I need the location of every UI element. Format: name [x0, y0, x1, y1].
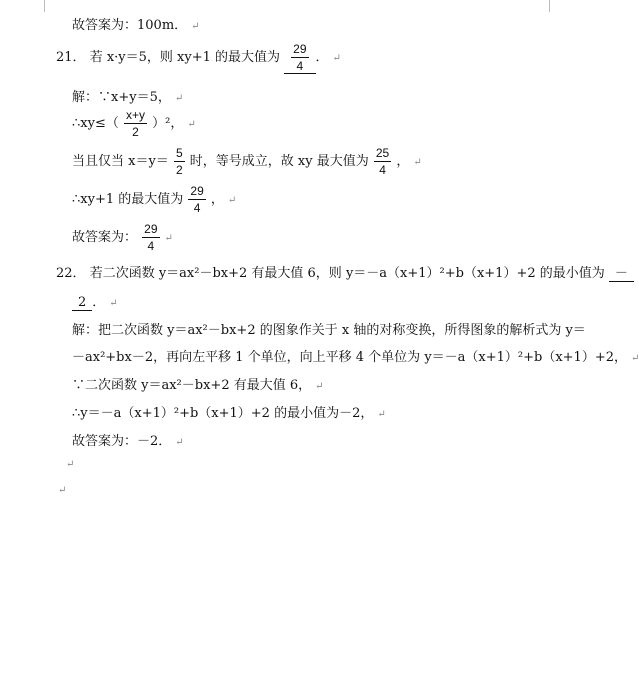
empty-paragraph: [54, 482, 66, 497]
q21-sol-label-text: 解：∵x+y＝5，: [72, 90, 171, 105]
q21-step2-fraction-b: [374, 146, 391, 177]
q21-final-answer: [72, 222, 173, 253]
paragraph-mark-icon: ↵: [413, 157, 422, 168]
q21-answer-fraction: [291, 42, 308, 73]
q20-answer-text: 故答案为：100m．: [72, 18, 188, 33]
fraction-numerator: 29: [293, 42, 307, 56]
q21-step1-pre: ∴xy≤（: [72, 116, 119, 131]
paragraph-mark-icon: ↵: [66, 459, 75, 470]
q20-answer-line: [72, 14, 200, 33]
fraction-denominator: 4: [296, 59, 304, 73]
paragraph-mark-icon: ↵: [191, 21, 200, 32]
q21-step2-pre: 当且仅当 x＝y＝: [72, 154, 169, 169]
q21-step2-end: ，: [396, 154, 410, 169]
q22-answer-blank-bottom: 2: [72, 295, 92, 311]
fraction-denominator: 2: [175, 163, 183, 177]
page-corner-right: [549, 0, 550, 12]
fraction-numerator: x+y: [125, 108, 145, 122]
q21-answer-blank: [284, 42, 315, 74]
q22-final-text: 故答案为：－2．: [72, 434, 172, 449]
q22-stem-continued: [72, 291, 118, 311]
paragraph-mark-icon: ↵: [227, 195, 237, 206]
q22-stem: [56, 262, 634, 282]
fraction-numerator: 5: [175, 146, 183, 160]
q21-step3-fraction: [188, 184, 205, 215]
paragraph-mark-icon: ↵: [315, 381, 324, 392]
empty-paragraph: [62, 456, 74, 471]
q21-step1: [72, 108, 196, 139]
q22-sol1-text: 解：把二次函数 y＝ax²－bx+2 的图象作关于 x 轴的对称变换，所得图象的解析式为 y＝: [72, 323, 586, 338]
q21-stem: [56, 42, 341, 74]
q22-sol4-text: ∴y＝－a（x+1）²+b（x+1）+2 的最小值为－2，: [72, 406, 374, 421]
q21-stem-pre: 若: [89, 50, 103, 65]
q22-solution-line4: [72, 402, 386, 421]
q21-step3-end: ，: [210, 192, 224, 207]
q21-final-fraction: [142, 222, 159, 253]
page-corner-left: [44, 0, 45, 12]
paragraph-mark-icon: ↵: [332, 53, 341, 64]
q21-step3-pre: ∴xy+1 的最大值为: [72, 192, 184, 207]
paragraph-mark-icon: ↵: [175, 437, 184, 448]
q22-solution-line2: [72, 346, 639, 365]
paragraph-mark-icon: ↵: [187, 119, 196, 130]
q22-number: 22．: [56, 266, 86, 281]
q21-step2-mid: 时，等号成立，故 xy 最大值为: [189, 154, 369, 169]
q22-solution-line3: [72, 374, 324, 393]
paragraph-mark-icon: ↵: [164, 233, 173, 244]
q22-sol2-text: －ax²+bx－2，再向左平移 1 个单位，向上平移 4 个单位为 y＝－a（x+1）²+b（x+1）+2，: [72, 350, 627, 365]
q21-step2: [72, 146, 422, 177]
paragraph-mark-icon: ↵: [377, 409, 386, 420]
q22-sol3-text: ∵二次函数 y＝ax²－bx+2 有最大值 6，: [72, 378, 312, 393]
paragraph-mark-icon: ↵: [109, 298, 118, 309]
paragraph-mark-icon: ↵: [174, 93, 184, 104]
fraction-denominator: 4: [193, 201, 201, 215]
q21-stem-end: ．: [315, 50, 329, 65]
q22-final-answer: [72, 430, 184, 449]
fraction-denominator: 2: [132, 125, 139, 139]
q22-solution-line1: [72, 319, 586, 338]
q21-step3: [72, 184, 236, 215]
q21-solution-label: [72, 86, 183, 105]
q22-answer-blank-top: －: [609, 262, 634, 282]
paragraph-mark-icon: ↵: [58, 485, 67, 496]
q21-step2-fraction-a: [174, 146, 185, 177]
q22-stem-end: ．: [92, 295, 106, 310]
q21-step1-post: ）²，: [152, 116, 184, 131]
q21-stem-condition: x·y＝5，则 xy+1 的最大值为: [106, 50, 281, 65]
fraction-denominator: 4: [147, 239, 155, 253]
q22-stem-text: 若二次函数 y＝ax²－bx+2 有最大值 6，则 y＝－a（x+1）²+b（x+1）+2 的最小值为: [89, 266, 605, 281]
fraction-numerator: 25: [375, 146, 390, 160]
fraction-numerator: 29: [144, 222, 158, 236]
q21-step1-fraction: [124, 108, 147, 139]
q21-number: 21．: [56, 50, 86, 65]
fraction-denominator: 4: [379, 163, 386, 177]
q21-final-pre: 故答案为：: [72, 230, 138, 245]
paragraph-mark-icon: ↵: [631, 353, 639, 364]
fraction-numerator: 29: [190, 184, 204, 198]
